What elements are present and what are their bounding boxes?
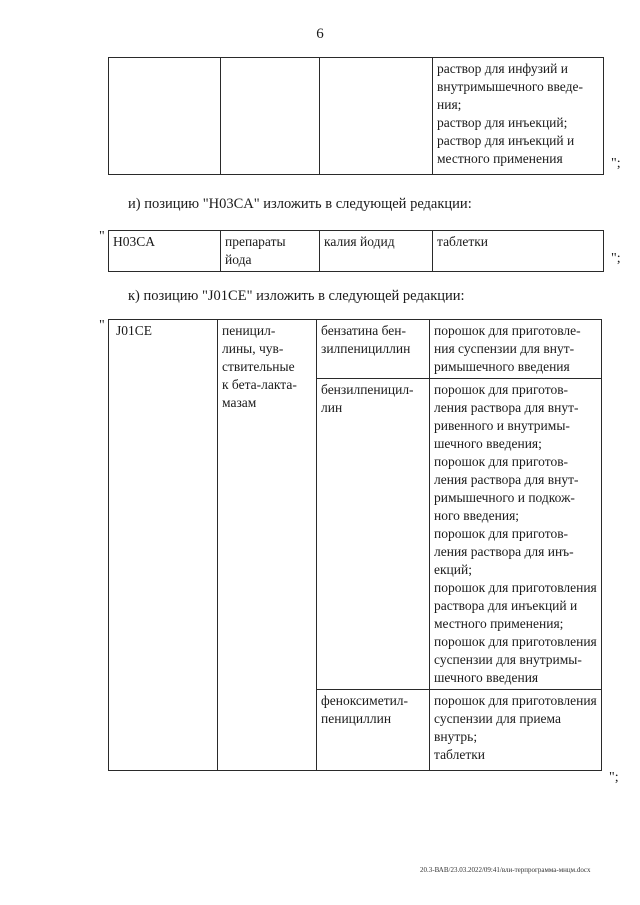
form-line: порошок для приготовления (434, 580, 597, 595)
form-line: порошок для приготовле- (434, 323, 581, 338)
cell-code (109, 231, 221, 272)
substance-line: бензилпеницил- (321, 382, 414, 397)
paragraph-h03ca: и) позицию "H03CA" изложить в следующей редакции: (128, 196, 472, 212)
substance: калия йодид (324, 234, 395, 249)
cell-form (430, 320, 602, 379)
form-line: ления раствора для внут- (434, 472, 579, 487)
form-line: ления раствора для инъ- (434, 544, 574, 559)
document-footer: 20.3-ВАВ/23.03.2022/09:41/вли-терпрограмма-мнцм.docx (420, 866, 591, 874)
group-line: ствительные (222, 359, 295, 374)
table-row (109, 58, 604, 175)
cell-form (430, 379, 602, 690)
table-h03ca (108, 230, 604, 272)
cell-group (218, 320, 317, 771)
cell-substance (317, 379, 430, 690)
cell-form (430, 690, 602, 771)
form-line: ния суспензии для внут- (434, 341, 575, 356)
cell-code (109, 58, 221, 175)
form-line: раствор для инфузий и (437, 61, 568, 76)
cell-substance (320, 58, 433, 175)
form-line: раствор для инъекций; (437, 115, 568, 130)
substance-line: лин (321, 400, 343, 415)
substance-line: пенициллин (321, 711, 392, 726)
opening-quote: " (99, 318, 105, 333)
cell-group (221, 58, 320, 175)
form-line: внутримышечного введе- (437, 79, 583, 94)
atc-code: H03CA (113, 234, 156, 249)
cell-group (221, 231, 320, 272)
closing-quote: "; (611, 156, 621, 171)
closing-quote: "; (609, 770, 619, 785)
form-line: порошок для приготов- (434, 526, 569, 541)
group-line: препараты (225, 234, 286, 249)
cell-form (433, 58, 604, 175)
form-line: таблетки (434, 747, 486, 762)
substance-line: бензатина бен- (321, 323, 407, 338)
form-line: екций; (434, 562, 472, 577)
atc-code: J01CE (116, 323, 153, 338)
form-line: раствора для инъекций и (434, 598, 578, 613)
form-line: порошок для приготовления (434, 634, 597, 649)
page-number: 6 (316, 26, 324, 42)
closing-quote: "; (611, 251, 621, 266)
cell-form (433, 231, 604, 272)
table-continuation (108, 57, 604, 175)
group-line: йода (225, 252, 252, 267)
form-line: ления раствора для внут- (434, 400, 579, 415)
table-row (109, 320, 602, 379)
form-line: шечного введения; (434, 436, 542, 451)
table-row (109, 231, 604, 272)
group-line: пеницил- (222, 323, 276, 338)
form-line: порошок для приготовления (434, 693, 597, 708)
form-line: римышечного и подкож- (434, 490, 575, 505)
paragraph-j01ce: к) позицию "J01CE" изложить в следующей редакции: (128, 288, 465, 304)
group-line: лины, чув- (222, 341, 284, 356)
form-line: порошок для приготов- (434, 382, 569, 397)
form-line: ривенного и внутримы- (434, 418, 570, 433)
substance-line: зилпенициллин (321, 341, 411, 356)
cell-substance (320, 231, 433, 272)
form: таблетки (437, 234, 489, 249)
form-line: римышечного введения (434, 359, 570, 374)
cell-substance (317, 690, 430, 771)
cell-code (109, 320, 218, 771)
form-line: суспензии для внутримы- (434, 652, 582, 667)
form-line: раствор для инъекций и (437, 133, 575, 148)
form-line: суспензии для приема (434, 711, 561, 726)
form-line: порошок для приготов- (434, 454, 569, 469)
opening-quote: " (99, 229, 105, 244)
form-line: ного введения; (434, 508, 520, 523)
form-line: шечного введения (434, 670, 539, 685)
cell-substance (317, 320, 430, 379)
form-line: местного применения (437, 151, 563, 166)
table-j01ce (108, 319, 602, 771)
group-line: к бета-лакта- (222, 377, 297, 392)
group-line: мазам (222, 395, 257, 410)
form-line: ния; (437, 97, 462, 112)
form-line: внутрь; (434, 729, 478, 744)
substance-line: феноксиметил- (321, 693, 409, 708)
form-line: местного применения; (434, 616, 564, 631)
